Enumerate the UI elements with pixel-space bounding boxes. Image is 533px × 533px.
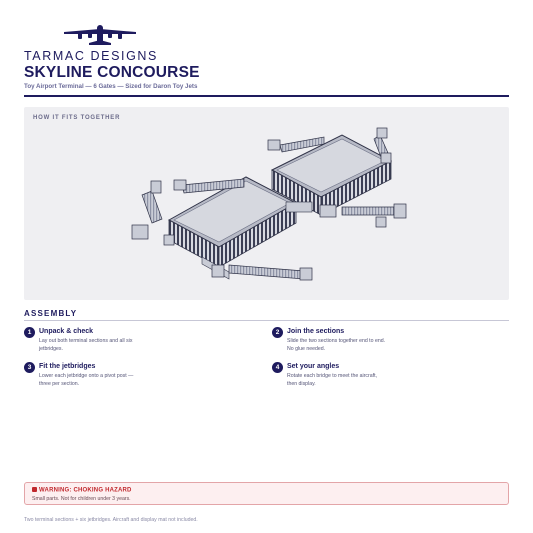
step-title: Fit the jetbridges (39, 363, 96, 370)
step-text: Lay out both terminal sections and all six jetbridges. (39, 338, 133, 352)
warning-title-text: WARNING: CHOKING HAZARD (39, 487, 132, 494)
step-number-badge: 1 (24, 327, 35, 338)
step-text: Rotate each bridge to meet the aircraft, then display. (287, 373, 377, 387)
terminal-illustration (24, 107, 509, 300)
page-title: SKYLINE CONCOURSE (24, 64, 200, 81)
warning-title (32, 487, 132, 494)
page-subtitle: Toy Airport Terminal — 6 Gates — Sized for Daron Toy Jets (24, 83, 198, 90)
assembly-divider (24, 320, 509, 321)
step-title: Unpack & check (39, 328, 94, 335)
step-title: Join the sections (287, 328, 345, 335)
airplane-icon (64, 22, 136, 48)
footnote: Two terminal sections + six jetbridges. Aircraft and display mat not included. (24, 517, 198, 523)
brand-name: TARMAC DESIGNS (24, 49, 158, 63)
step-number-badge: 4 (272, 362, 283, 373)
step-text: Slide the two sections together end to end. No glue needed. (287, 338, 386, 352)
choking-hazard-warning (24, 482, 509, 505)
assembly-title: ASSEMBLY (24, 309, 78, 318)
step-title: Set your angles (287, 363, 340, 370)
jetbridge-right (320, 204, 406, 227)
step-number-badge: 2 (272, 327, 283, 338)
step-number-badge: 3 (24, 362, 35, 373)
warning-icon (32, 487, 37, 492)
assembly-diagram (24, 107, 509, 300)
jetbridge-left-vertical (132, 181, 174, 245)
step-text: Lower each jetbridge onto a pivot post — three per section. (39, 373, 134, 387)
header-divider (24, 95, 509, 97)
diagram-label: HOW IT FITS TOGETHER (33, 115, 121, 121)
warning-text: Small parts. Not for children under 3 years. (32, 496, 131, 502)
